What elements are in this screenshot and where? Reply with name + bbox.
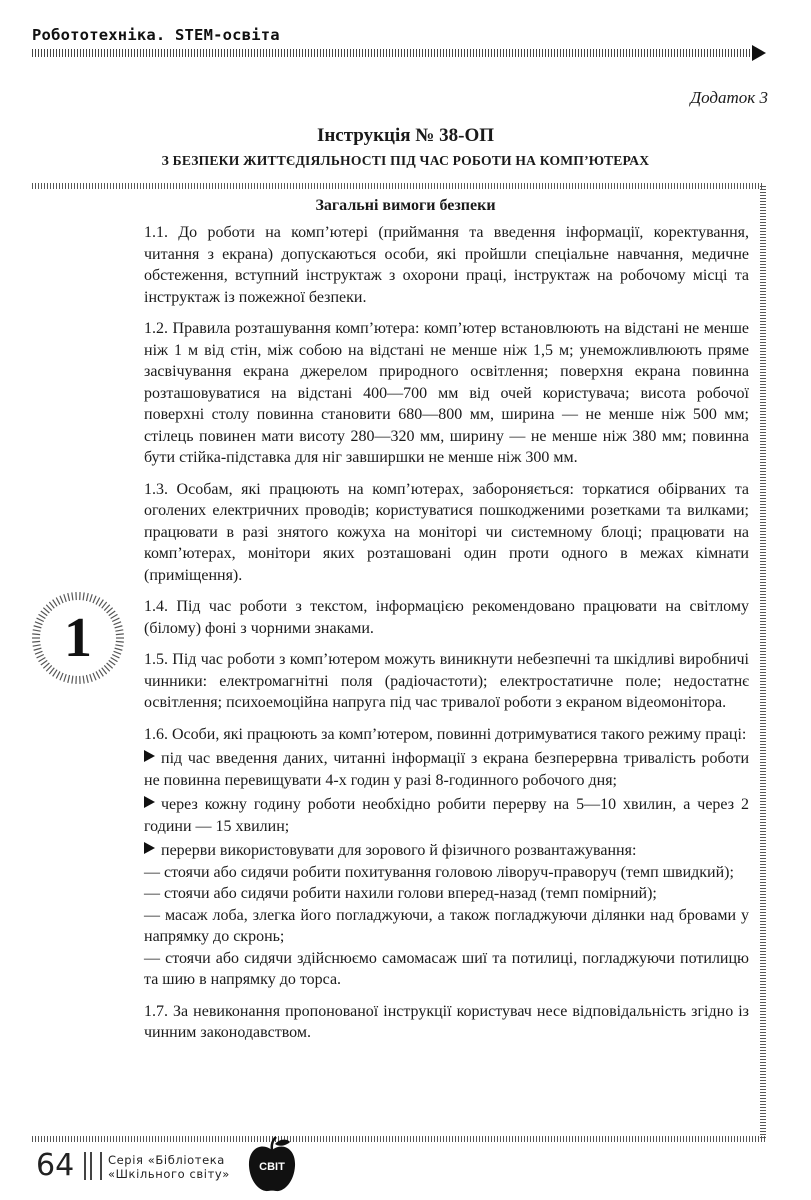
paragraph-1-6: 1.6. Особи, які працюють за комп’ютером, повинні дотримуватися такого режиму праці: (144, 725, 747, 743)
triangle-bullet-icon (144, 750, 155, 762)
paragraph-1-4: 1.4. Під час роботи з текстом, інформацією рекомендовано працювати на світлому (білому) фоні з чорними знаками. (144, 598, 749, 637)
appendix-label: Додаток 3 (690, 88, 768, 107)
series-label (108, 1153, 230, 1181)
footer-bars-ornament (84, 1152, 102, 1180)
bullet-text: через кожну годину роботи необхідно робити перерву на 5—10 хвилин, а через 2 години — 15 хвилин; (144, 796, 749, 835)
paragraph-1-5: 1.5. Під час роботи з комп’ютером можуть виникнути небезпечні та шкідливі виробничі чинники: електромагнітні поля (радіочастоти); електростатичне поле; недостатнє освітлення; психоемоційна напруга під час тривалої роботи з екраном відеомонітора. (144, 651, 749, 711)
triangle-bullet-icon (144, 842, 155, 854)
chapter-badge (30, 590, 126, 686)
dash-item: — стоячи або сидячи робити похитування головою ліворуч-праворуч (темп швидкий); (144, 863, 734, 881)
bullet-item (144, 748, 749, 791)
paragraph-1-2: 1.2. Правила розташування комп’ютера: комп’ютер встановлюють на відстані не менше ніж 1 м від стін, між собою на відстані не менше ніж 1,5 м; унеможливлюють пряме засвічування екрана джерелом природного освітлення; поверхня екрана повинна розташовуватися на відстані 400—700 мм від очей користувача; висота робочої поверхні столу повинна становити 680—800 мм, ширина — не менше ніж 500 мм; стілець повинен мати висоту 280—320 мм, ширину — не менше ніж 380 мм; повинна бути стійка-підставка для ніг завширшки не менше ніж 300 мм. (144, 320, 749, 466)
dash-item: — масаж лоба, злегка його погладжуючи, а також погладжуючи ділянки над бровами у напрямку до скронь; (144, 906, 749, 945)
bullet-item (144, 794, 749, 837)
bullet-item (144, 840, 749, 862)
paragraph-1-1: 1.1. До роботи на комп’ютері (приймання та введення інформації, коректування, читання з екрана) допускаються особи, які пройшли спеціальне навчання, медичне обстеження, вступний інструктаж з охорони праці, інструктаж на робочому місці та інструктаж із пожежної безпеки. (144, 224, 749, 306)
logo-text: СВІТ (259, 1161, 285, 1173)
running-header-title: Робототехніка. STEM-освіта (32, 26, 280, 44)
page-number: 64 (36, 1148, 75, 1183)
chapter-number: 1 (64, 607, 92, 669)
paragraph-1-3: 1.3. Особам, які працюють на комп’ютерах, забороняється: торкатися обірваних та оголених електричних проводів; користуватися пошкодженими розетками та вилками; працювати в разі знятого кожуха на моніторі чи системному блоці; працювати на комп’ютерах, монітори яких розташовані один проти одного в межах кімнати (приміщення). (144, 480, 749, 584)
header-dotted-rule (32, 49, 752, 57)
apple-logo-icon (246, 1136, 298, 1194)
dash-item: — стоячи або сидячи робити нахили голови вперед-назад (темп помірний); (144, 885, 657, 902)
content-frame-bottom-rule (32, 1136, 766, 1142)
document-title: Інструкція № 38-ОП (316, 125, 495, 146)
content-frame-top-rule (32, 183, 764, 189)
series-label-line-1: Серія «Бібліотека (108, 1153, 225, 1167)
content-frame-right-rule (760, 186, 766, 1138)
triangle-bullet-icon (144, 796, 155, 808)
instruction-body (144, 222, 749, 1054)
section-heading: Загальні вимоги безпеки (315, 197, 496, 214)
paragraph-1-7: 1.7. За невиконання пропонованої інструкції користувач несе відповідальність згідно із чинним законодавством. (144, 1002, 749, 1041)
series-label-line-2: «Шкільного світу» (108, 1167, 230, 1181)
header-arrow-icon (752, 45, 766, 61)
dash-item: — стоячи або сидячи здійснюємо самомасаж шиї та потилиці, погладжуючи потилицю та шию в напрямку до торса. (144, 949, 749, 988)
document-subtitle (0, 153, 811, 169)
document-subtitle-text: З БЕЗПЕКИ ЖИТТЄДІЯЛЬНОСТІ ПІД ЧАС РОБОТИ НА КОМП’ЮТЕРАХ (161, 153, 650, 168)
bullet-text: перерви використовувати для зорового й фізичного розвантажування: (161, 842, 637, 859)
bullet-text: під час введення даних, читанні інформації з екрана безперервна тривалість роботи не повинна перевищувати 4-х годин у разі 8-годинного робочого дня; (144, 750, 749, 789)
